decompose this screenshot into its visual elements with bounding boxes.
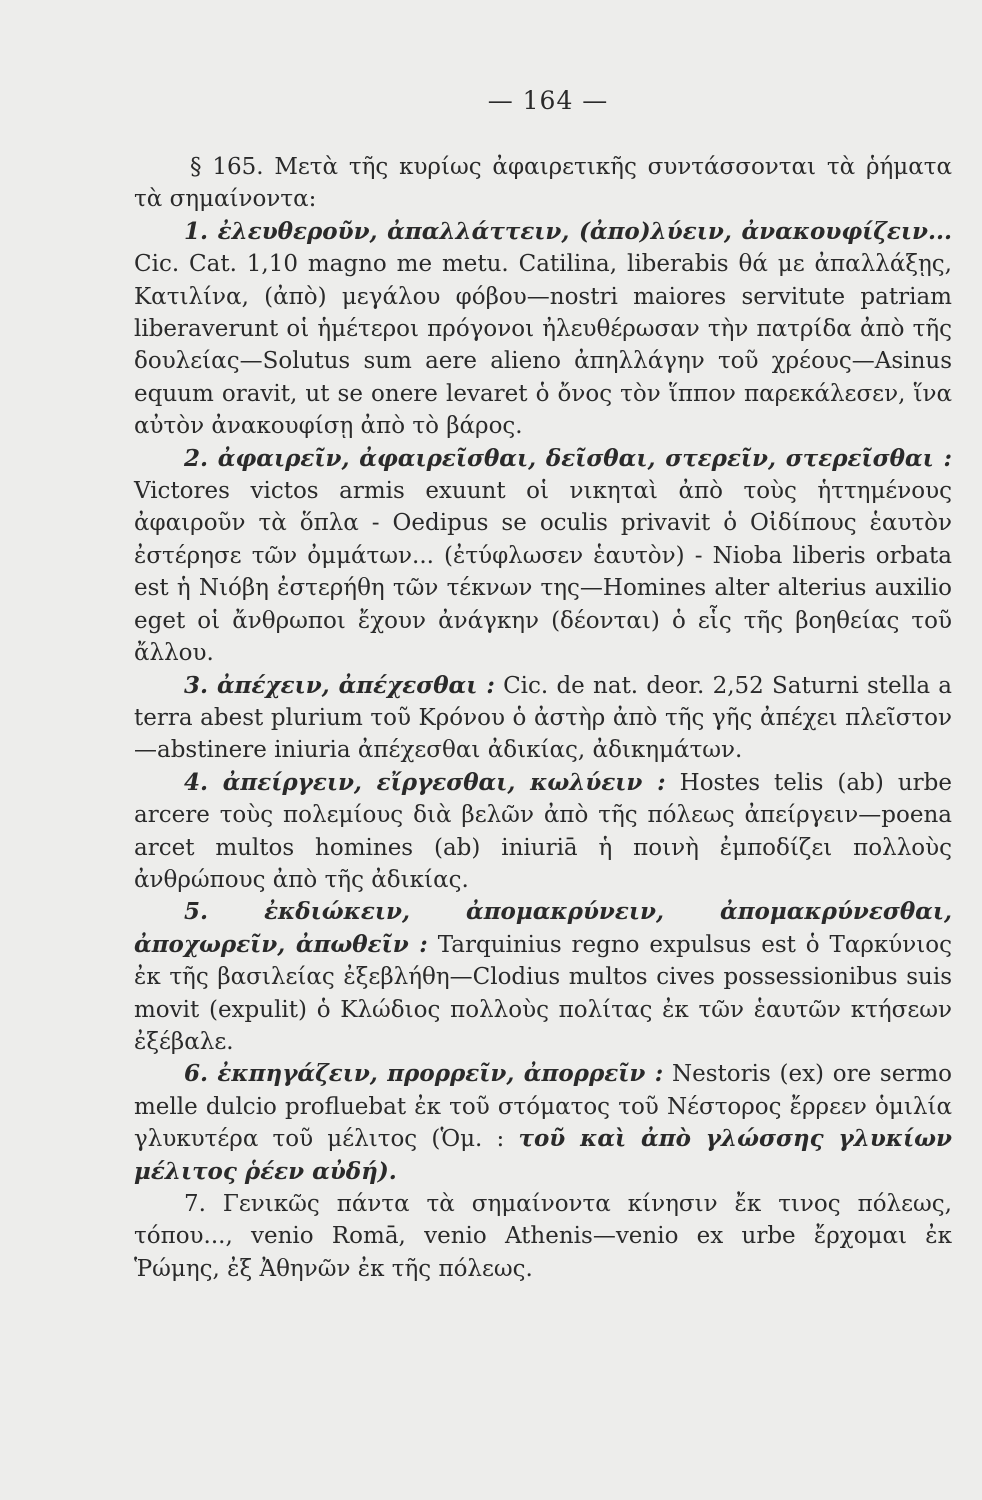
item-4-verbs: 4. ἀπείργειν, εἴργεσθαι, κωλύειν : [184, 768, 666, 796]
section-intro: § 165. Μετὰ τῆς κυρίως ἀφαιρετικῆς συντάσσονται τὰ ῥήματα τὰ σημαίνοντα: [134, 154, 952, 213]
item-7-text: 7. Γενικῶς πάντα τὰ σημαίνοντα κίνησιν ἔκ τινος πόλεως, τόπου..., venio Romā, venio Athenis—venio ex urbe ἔρχομαι ἐκ Ῥώμης, ἐξ Ἀθηνῶν ἐκ τῆς πόλεως. [134, 1191, 952, 1282]
item-1 [134, 216, 952, 443]
item-6-verbs: 6. ἐκπηγάζειν, προρρεῖν, ἀπορρεῖν : [184, 1060, 664, 1088]
item-1-examples: Cic. Cat. 1,10 magno me metu. Catilina, liberabis θά με ἀπαλλάξῃς, Κατιλίνα, (ἀπὸ) μεγάλου φόβου—nostri maiores servitute patriam liberaverunt οἱ ἡμέτεροι πρόγονοι ἠλευθέρωσαν τὴν πατρίδα ἀπὸ τῆς δουλείας—Solutus sum aere alieno ἀπηλλάγην τοῦ χρέους—Asinus equum oravit, ut se onere levaret ὁ ὄνος τὸν ἵππον παρεκάλεσεν, ἵνα αὐτὸν ἀνακουφίσῃ ἀπὸ τὸ βάρος. [134, 251, 952, 440]
item-2-verbs: 2. ἀφαιρεῖν, ἀφαιρεῖσθαι, δεῖσθαι, στερεῖν, στερεῖσθαι : [184, 444, 952, 472]
item-2-examples: Victores victos armis exuunt οἱ νικηταὶ ἀπὸ τοὺς ἡττημένους ἀφαιροῦν τὰ ὅπλα - Oedipus se oculis privavit ὁ Οἰδίπους ἑαυτὸν ἐστέρησε τῶν ὀμμάτων... (ἐτύφλωσεν ἑαυτὸν) - Nioba liberis orbata est ἡ Νιόβη ἐστερήθη τῶν τέκνων της—Homines alter alterius auxilio eget οἱ ἄνθρωποι ἔχουν ἀνάγκην (δέονται) ὁ εἷς τῆς βοηθείας τοῦ ἄλλου. [134, 478, 952, 667]
item-3-verbs: 3. ἀπέχειν, ἀπέχεσθαι : [184, 671, 495, 699]
item-5-examples: Tarquinius regno expulsus est ὁ Ταρκύνιος ἐκ τῆς βασιλείας ἐξεβλήθη—Clodius multos cives possessionibus suis movit (expulit) ὁ Κλώδιος πολλοὺς πολίτας ἐκ τῶν ἑαυτῶν κτήσεων ἐξέβαλε. [134, 931, 952, 1055]
item-6-examples: Nestoris (ex) ore sermo melle dulcio profluebat ἐκ τοῦ στόματος τοῦ Νέστορος ἔρρεεν ὁμιλία γλυκυτέρα τοῦ μέλιτος (Ὁμ. : [134, 1061, 953, 1153]
item-1-verbs: 1. ἐλευθεροῦν, ἀπαλλάττειν, (ἀπο)λύειν, ἀνακουφίζειν... [184, 217, 952, 245]
item-6 [134, 1058, 952, 1188]
item-5-verbs: 5. ἐκδιώκειν, ἀπομακρύνειν, ἀπομακρύνεσθαι, ἀποχωρεῖν, ἀπωθεῖν : [134, 898, 952, 958]
item-3-examples: Cic. de nat. deor. 2,52 Saturni stella a terra abest plurium τοῦ Κρόνου ὁ ἀστὴρ ἀπὸ τῆς γῆς ἀπέχει πλεῖστον—abstinere iniuria ἀπέχεσθαι ἀδικίας, ἀδικημάτων. [134, 672, 953, 764]
item-2 [134, 443, 952, 670]
item-5 [134, 896, 952, 1058]
item-3 [134, 670, 952, 767]
page-number: — 164 — [487, 86, 609, 115]
item-7 [134, 1188, 952, 1285]
item-4-examples: Hostes telis (ab) urbe arcere τοὺς πολεμίους διὰ βελῶν ἀπὸ τῆς πόλεως ἀπείργειν—poena arcet multos homines (ab) iniuriā ἡ ποινὴ ἐμποδίζει πολλοὺς ἀνθρώπους ἀπὸ τῆς ἀδικίας. [134, 769, 952, 893]
item-6-homer-quote: τοῦ καὶ ἀπὸ γλώσσης γλυκίων μέλιτος ῥέεν αὐδή). [134, 1125, 953, 1185]
item-4 [134, 767, 952, 897]
